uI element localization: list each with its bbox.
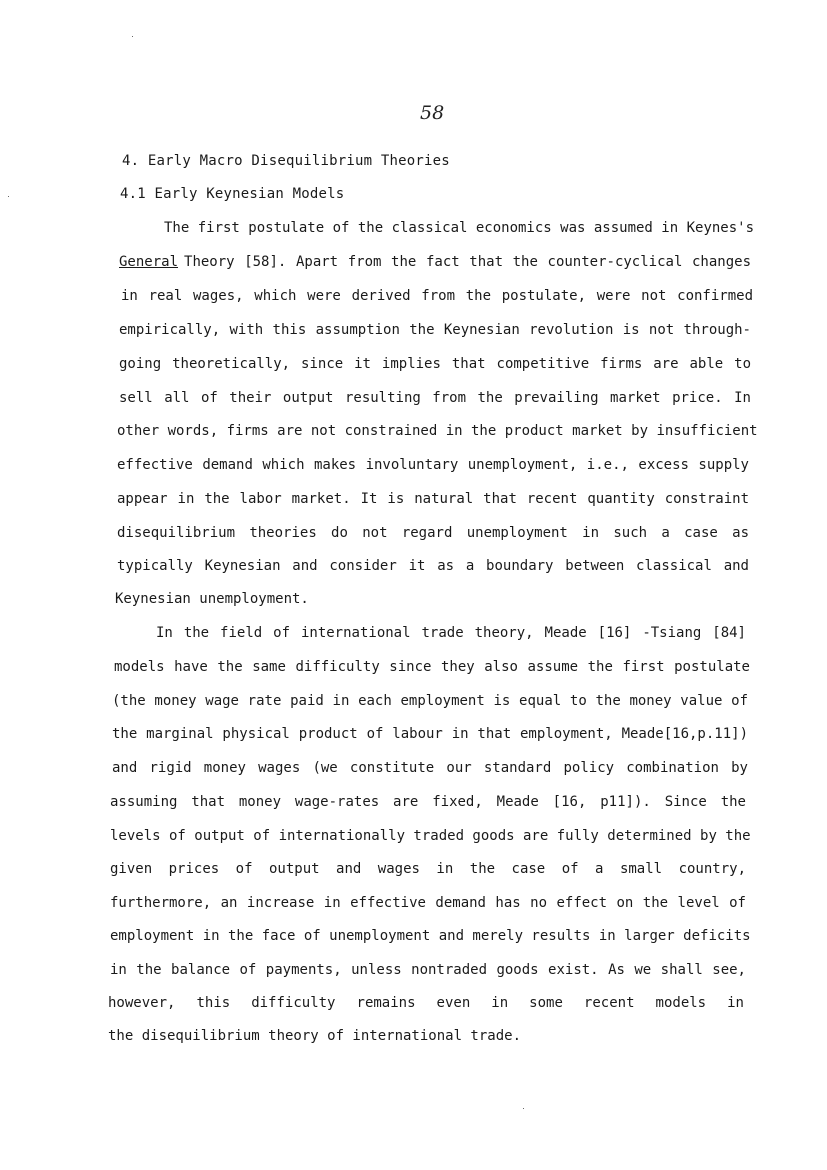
text-line: models have the same difficulty since they also assume the first postulate [114, 659, 750, 675]
text-line-rest: Theory [58]. Apart from the fact that the counter-cyclical changes [184, 254, 751, 270]
text-line: employment in the face of unemployment and merely results in larger deficits [110, 928, 751, 944]
text-line: (the money wage rate paid in each employment is equal to the money value of [112, 693, 748, 709]
subsection-heading: 4.1 Early Keynesian Models [120, 186, 345, 202]
text-line: Keynesian unemployment. [115, 591, 309, 607]
text-line: typically Keynesian and consider it as a boundary between classical and [117, 558, 749, 574]
text-line: In the field of international trade theory, Meade [16] -Tsiang [84] [156, 625, 746, 641]
text-line: going theoretically, since it implies that competitive firms are able to [119, 356, 751, 372]
text-line: effective demand which makes involuntary unemployment, i.e., excess supply [117, 457, 749, 473]
section-heading: 4. Early Macro Disequilibrium Theories [122, 153, 450, 169]
text-line: in real wages, which were derived from the postulate, were not confirmed [121, 288, 753, 304]
scan-speck [8, 196, 9, 197]
text-line: levels of output of internationally traded goods are fully determined by the [110, 828, 751, 844]
text-line: in the balance of payments, unless nontraded goods exist. As we shall see, [110, 962, 746, 978]
text-line: however, this difficulty remains even in some recent models in [108, 995, 744, 1011]
text-line: appear in the labor market. It is natural that recent quantity constraint [117, 491, 749, 507]
text-line: assuming that money wage-rates are fixed, Meade [16, p11]). Since the [110, 794, 746, 810]
scan-speck [132, 36, 133, 37]
text-line: furthermore, an increase in effective demand has no effect on the level of [110, 895, 746, 911]
text-line: The first postulate of the classical economics was assumed in Keynes's [164, 220, 755, 236]
text-line: given prices of output and wages in the case of a small country, [110, 861, 746, 877]
general-word: General [119, 254, 179, 270]
scan-speck [523, 1108, 524, 1109]
page-number: 58 [420, 102, 445, 124]
text-line: and rigid money wages (we constitute our standard policy combination by [112, 760, 748, 776]
text-line: disequilibrium theories do not regard unemployment in such a case as [117, 525, 749, 541]
text-line: the disequilibrium theory of international trade. [108, 1028, 522, 1044]
text-line: empirically, with this assumption the Keynesian revolution is not through- [119, 322, 751, 338]
text-line: the marginal physical product of labour in that employment, Meade[16,p.11]) [112, 726, 748, 742]
text-line: sell all of their output resulting from the prevailing market price. In [119, 390, 751, 406]
text-line: other words, firms are not constrained in the product market by insufficient [117, 423, 758, 439]
text-line [119, 254, 751, 270]
